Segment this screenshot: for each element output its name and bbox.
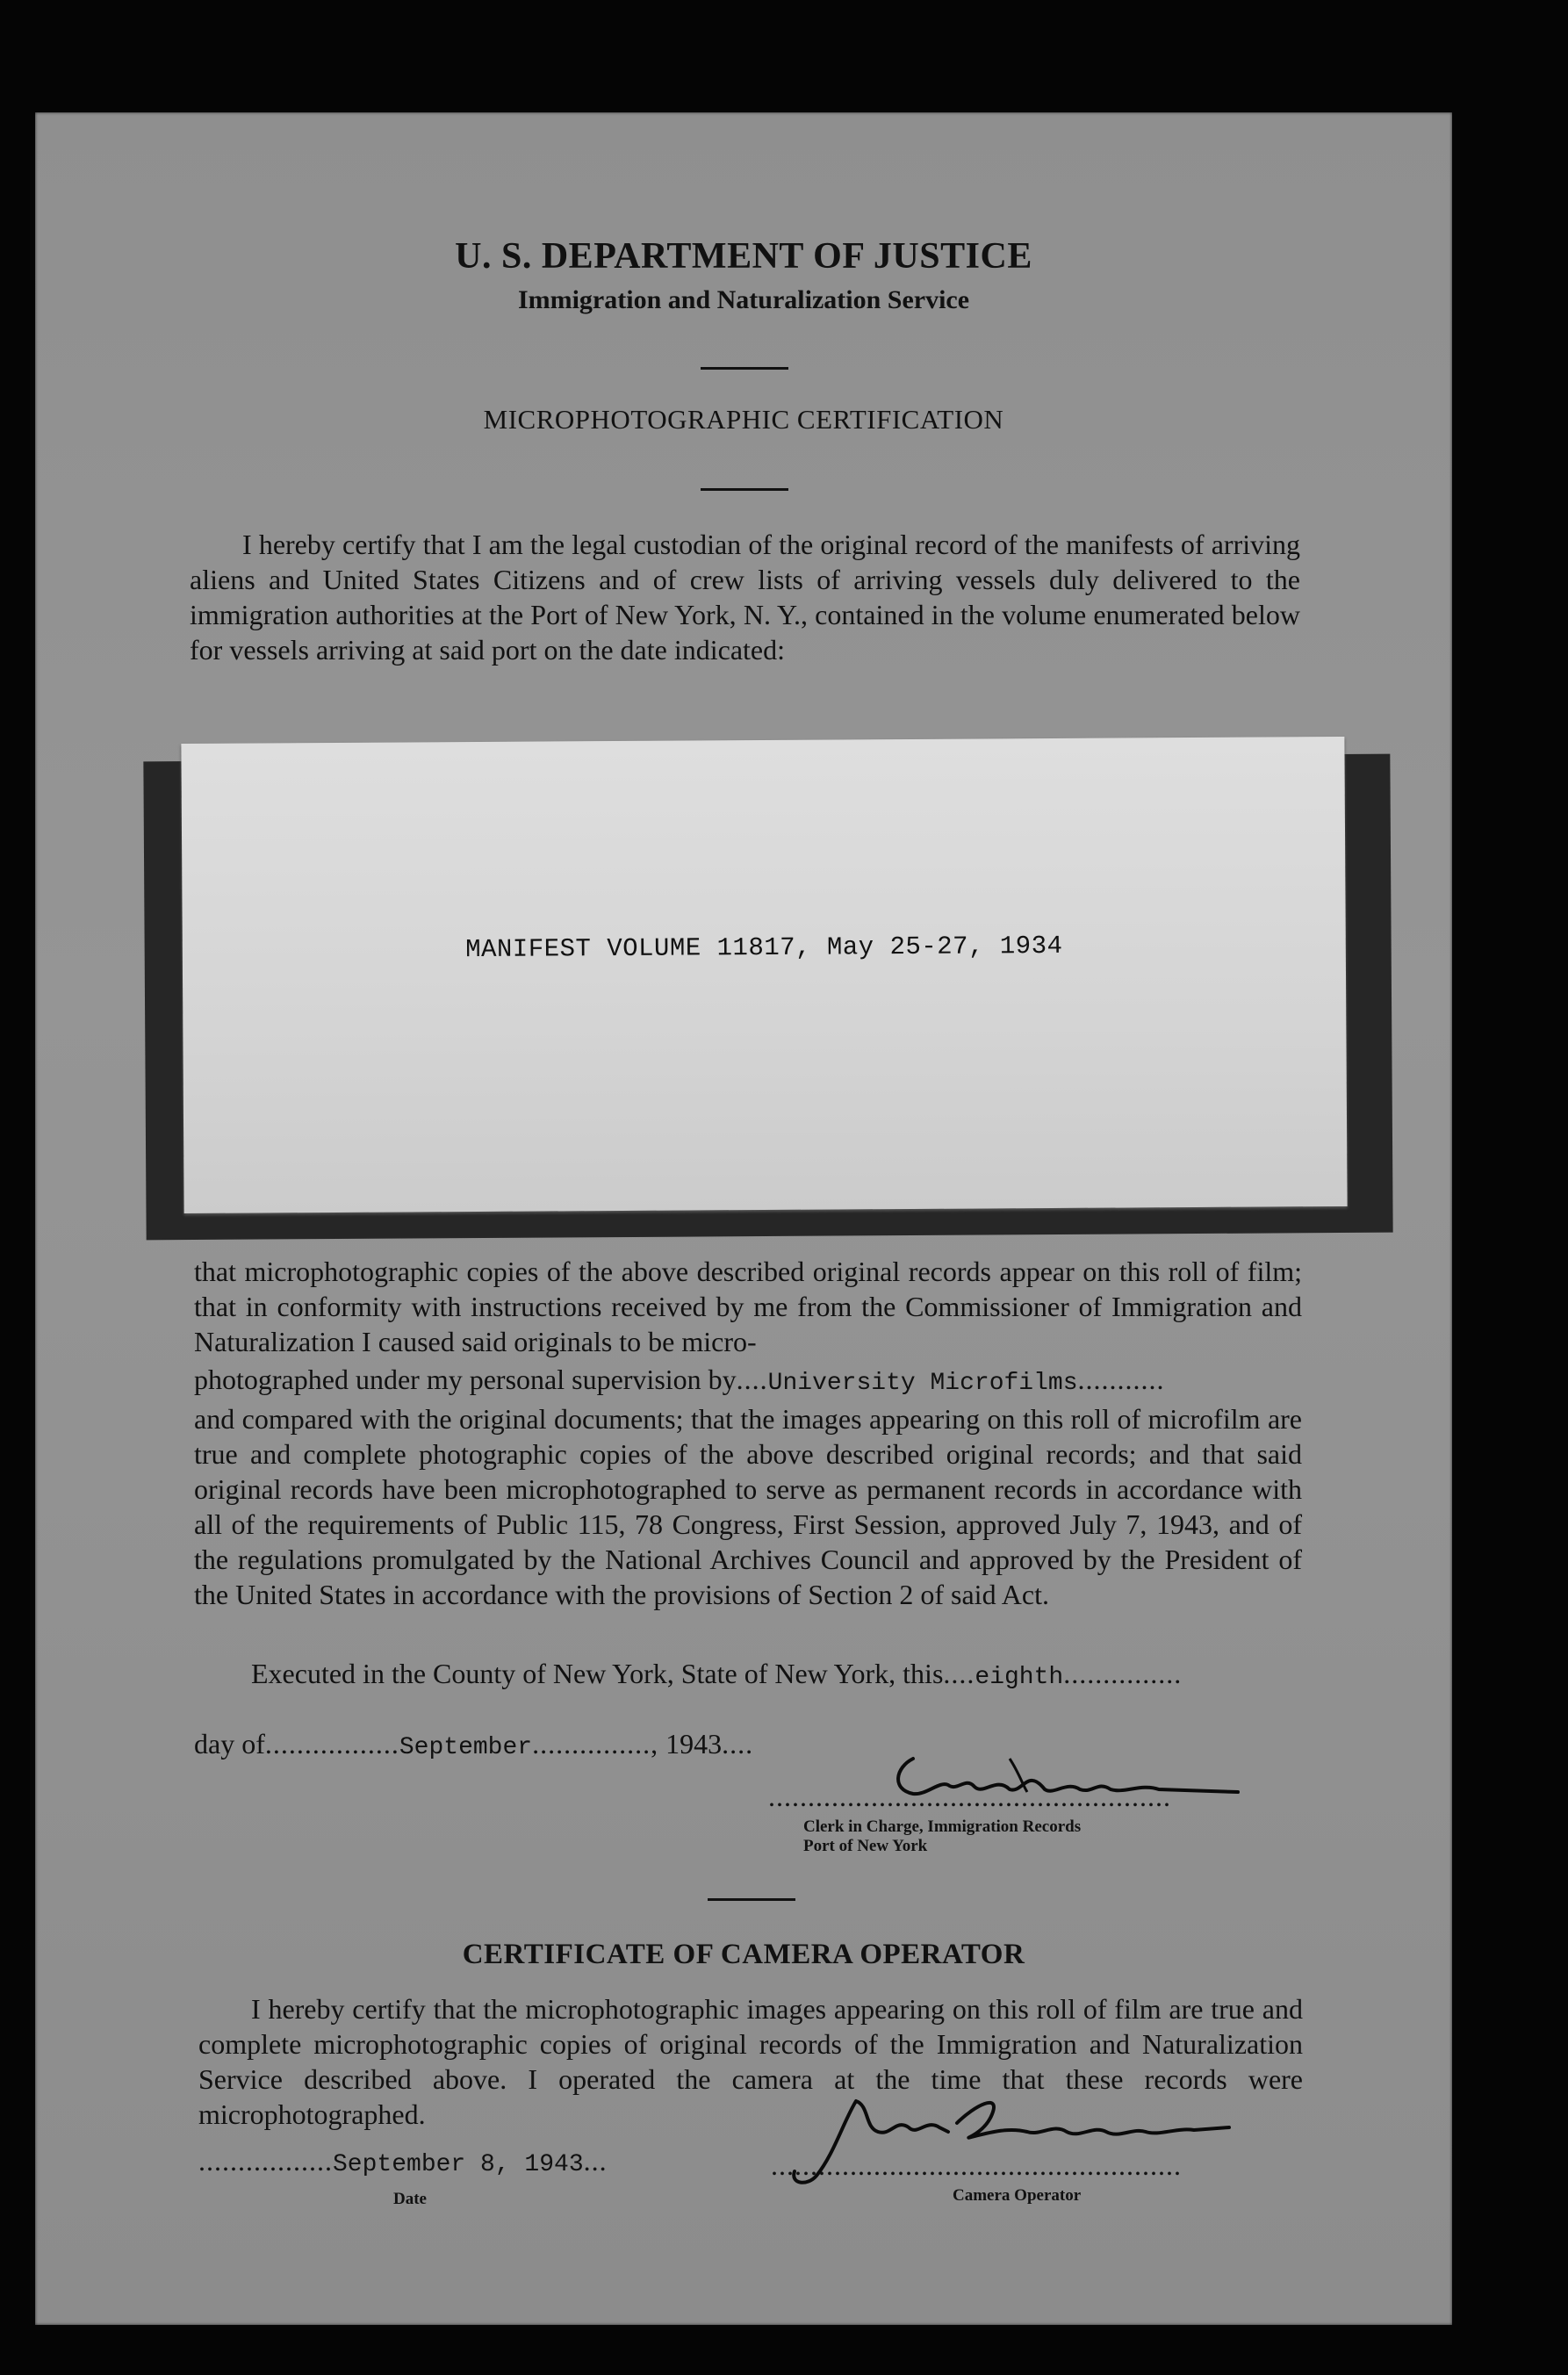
executed-line	[251, 1658, 1182, 1691]
camera-date-line	[198, 2145, 608, 2178]
dotted-leader: .................	[264, 1728, 399, 1760]
camera-operator-label: Camera Operator	[953, 2186, 1082, 2205]
certification-title: MICROPHOTOGRAPHIC CERTIFICATION	[483, 404, 1004, 435]
camera-date-value: September 8, 1943	[333, 2151, 584, 2178]
photographed-by-line	[194, 1364, 1165, 1397]
photographed-prefix: photographed under my personal supervision by	[194, 1364, 737, 1395]
certificate-sheet	[35, 112, 1452, 2325]
manifest-strip	[181, 737, 1347, 1213]
clerk-title-line-2: Port of New York	[803, 1837, 928, 1855]
dotted-leader: ...........	[1077, 1364, 1165, 1395]
service-subheading: Immigration and Naturalization Service	[517, 285, 970, 314]
executed-prefix: Executed in the County of New York, State of New York, this	[251, 1658, 944, 1689]
camera-certificate-title: CERTIFICATE OF CAMERA OPERATOR	[462, 1939, 1025, 1970]
department-heading: U. S. DEPARTMENT OF JUSTICE	[455, 236, 1032, 277]
dotted-leader: ....	[722, 1728, 754, 1760]
date-label: Date	[393, 2190, 427, 2208]
dotted-leader: .................	[198, 2145, 333, 2177]
photographed-by-value: University Microfilms	[767, 1370, 1078, 1397]
executed-day: eighth	[975, 1664, 1064, 1691]
dotted-leader: ...	[583, 2145, 608, 2177]
body-paragraph-1: that microphotographic copies of the above described original records appear on this roll of film; that in conformity with instructions received by me from the Commissioner of Immigration and Naturalization I caused said originals to be micro-	[194, 1256, 1302, 1357]
camera-operator-signature-line: ....................................................	[771, 2149, 1182, 2181]
day-of-line	[194, 1728, 753, 1761]
manifest-volume-label: MANIFEST VOLUME 11817, May 25-27, 1934	[465, 931, 1063, 965]
clerk-title	[803, 1817, 1081, 1856]
dotted-leader: ....	[943, 1658, 975, 1689]
body-paragraph-2: and compared with the original documents; that the images appearing on this roll of microfilm are true and complete photographic copies of the above described original records; and that said original records have been microphotographed to serve as permanent records in accordance with all of the requirements of Public 115, 78 Congress, First Session, approved July 7, 1943, and of the regulations promulgated by the National Archives Council and approved by the President of the United States in accordance with the provisions of Section 2 of said Act.	[194, 1403, 1302, 1610]
divider-rule	[701, 367, 788, 370]
dotted-leader: ...............	[1063, 1658, 1183, 1689]
clerk-title-line-1: Clerk in Charge, Immigration Records	[803, 1817, 1082, 1836]
dotted-leader: ...............,	[532, 1728, 659, 1760]
camera-paragraph: I hereby certify that the microphotographic images appearing on this roll of film are true and complete microphotographic copies of original records of the Immigration and Naturalization Service described above. I operated the camera at the time that these records were microphotographed.	[198, 1993, 1303, 2130]
intro-paragraph: I hereby certify that I am the legal custodian of the original record of the manifests of arriving aliens and United States Citizens and of crew lists of arriving vessels duly delivered to the immigration authorities at the Port of New York, N. Y., contained in the volume enumerated below for vessels arriving at said port on the date indicated:	[190, 529, 1300, 666]
year-value: 1943	[665, 1728, 723, 1760]
month-value: September	[399, 1734, 533, 1761]
clerk-signature-line: ...................................................	[768, 1781, 1171, 1812]
day-of-prefix: day of	[194, 1728, 265, 1760]
dotted-leader: ....	[736, 1364, 768, 1395]
divider-rule	[701, 488, 788, 491]
divider-rule	[708, 1898, 795, 1901]
